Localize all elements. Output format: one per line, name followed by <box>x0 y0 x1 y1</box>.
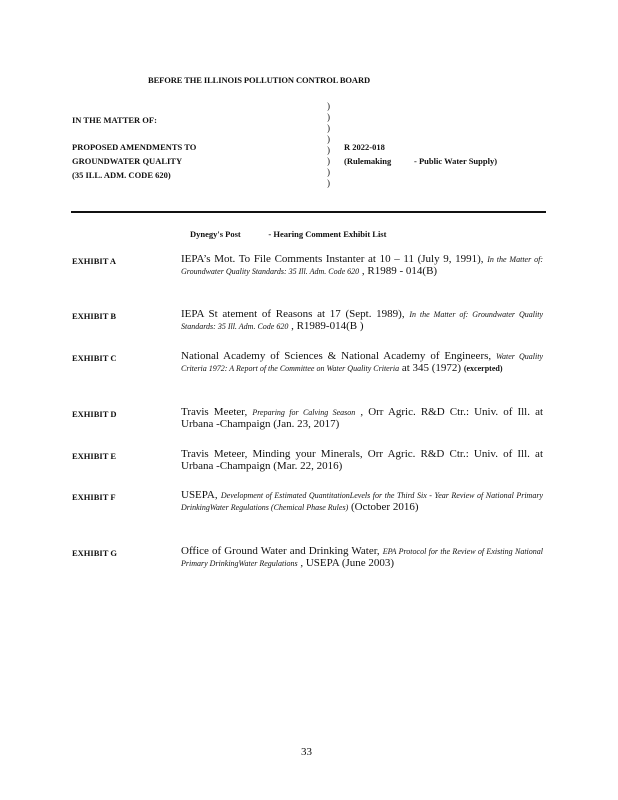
paren-2: ) <box>327 112 330 122</box>
exhibit-a-label: EXHIBIT A <box>72 256 117 266</box>
exhibit-c-text: National Academy of Sciences & National Academy of Engineers, Water Quality Criteria 1972: A Report of the Committee on Water Quality Criteria at 345 (1972) (excerpted) <box>181 350 544 374</box>
paren-8: ) <box>327 178 330 188</box>
exhibit-f-label: EXHIBIT F <box>72 492 116 502</box>
docket-number: R 2022-018 <box>344 142 385 152</box>
paren-7: ) <box>327 167 330 177</box>
exhibit-b-label: EXHIBIT B <box>72 311 117 321</box>
exhibit-e-label: EXHIBIT E <box>72 451 117 461</box>
proposed-line-1: PROPOSED AMENDMENTS TO <box>72 142 197 152</box>
public-water-supply-label: - Public Water Supply) <box>414 156 498 166</box>
paren-3: ) <box>327 123 330 133</box>
paren-5: ) <box>327 145 330 155</box>
matter-label: IN THE MATTER OF: <box>72 115 157 125</box>
exhibit-c-label: EXHIBIT C <box>72 353 117 363</box>
exhibit-f-text: USEPA, Development of Estimated QuantitationLevels for the Third Six - Year Review of National Primary DrinkingWater Regulations (Chemical Phase Rules) (October 2016) <box>181 489 543 513</box>
caption-parentheses <box>327 101 335 189</box>
paren-1: ) <box>327 101 330 111</box>
exhibit-b-text: IEPA St atement of Reasons at 17 (Sept. 1989), In the Matter of: Groundwater Quality Standards: 35 Ill. Adm. Code 620 , R1989-014(B ) <box>181 308 543 332</box>
exhibit-d-text: Travis Meeter, Preparing for Calving Season , Orr Agric. R&D Ctr.: Univ. of Ill. at Urbana -Champaign (Jan. 23, 2017) <box>181 406 544 430</box>
exhibit-g-label: EXHIBIT G <box>72 548 117 558</box>
exhibit-list-title: Dynegy's Post - Hearing Comment Exhibit List <box>190 229 387 239</box>
paren-4: ) <box>327 134 330 144</box>
rulemaking-label: (Rulemaking <box>344 156 392 166</box>
horizontal-rule <box>71 211 546 213</box>
exhibit-g-text: Office of Ground Water and Drinking Water, EPA Protocol for the Review of Existing National Primary DrinkingWater Regulations , USEPA (June 2003) <box>181 545 543 569</box>
exhibit-e-text: Travis Meteer, Minding your Minerals, Orr Agric. R&D Ctr.: Univ. of Ill. at Urbana -Champaign (Mar. 22, 2016) <box>181 448 543 472</box>
proposed-line-2: GROUNDWATER QUALITY <box>72 156 183 166</box>
page-number: 33 <box>301 746 312 758</box>
exhibit-a-text: IEPA’s Mot. To File Comments Instanter at 10 – 11 (July 9, 1991), In the Matter of: Groundwater Quality Standards: 35 Ill. Adm. Code 620 , R1989 - 014(B) <box>181 253 543 277</box>
proposed-line-3: (35 ILL. ADM. CODE 620) <box>72 170 171 180</box>
board-title: BEFORE THE ILLINOIS POLLUTION CONTROL BOARD <box>148 75 371 85</box>
exhibit-d-label: EXHIBIT D <box>72 409 117 419</box>
paren-6: ) <box>327 156 330 166</box>
